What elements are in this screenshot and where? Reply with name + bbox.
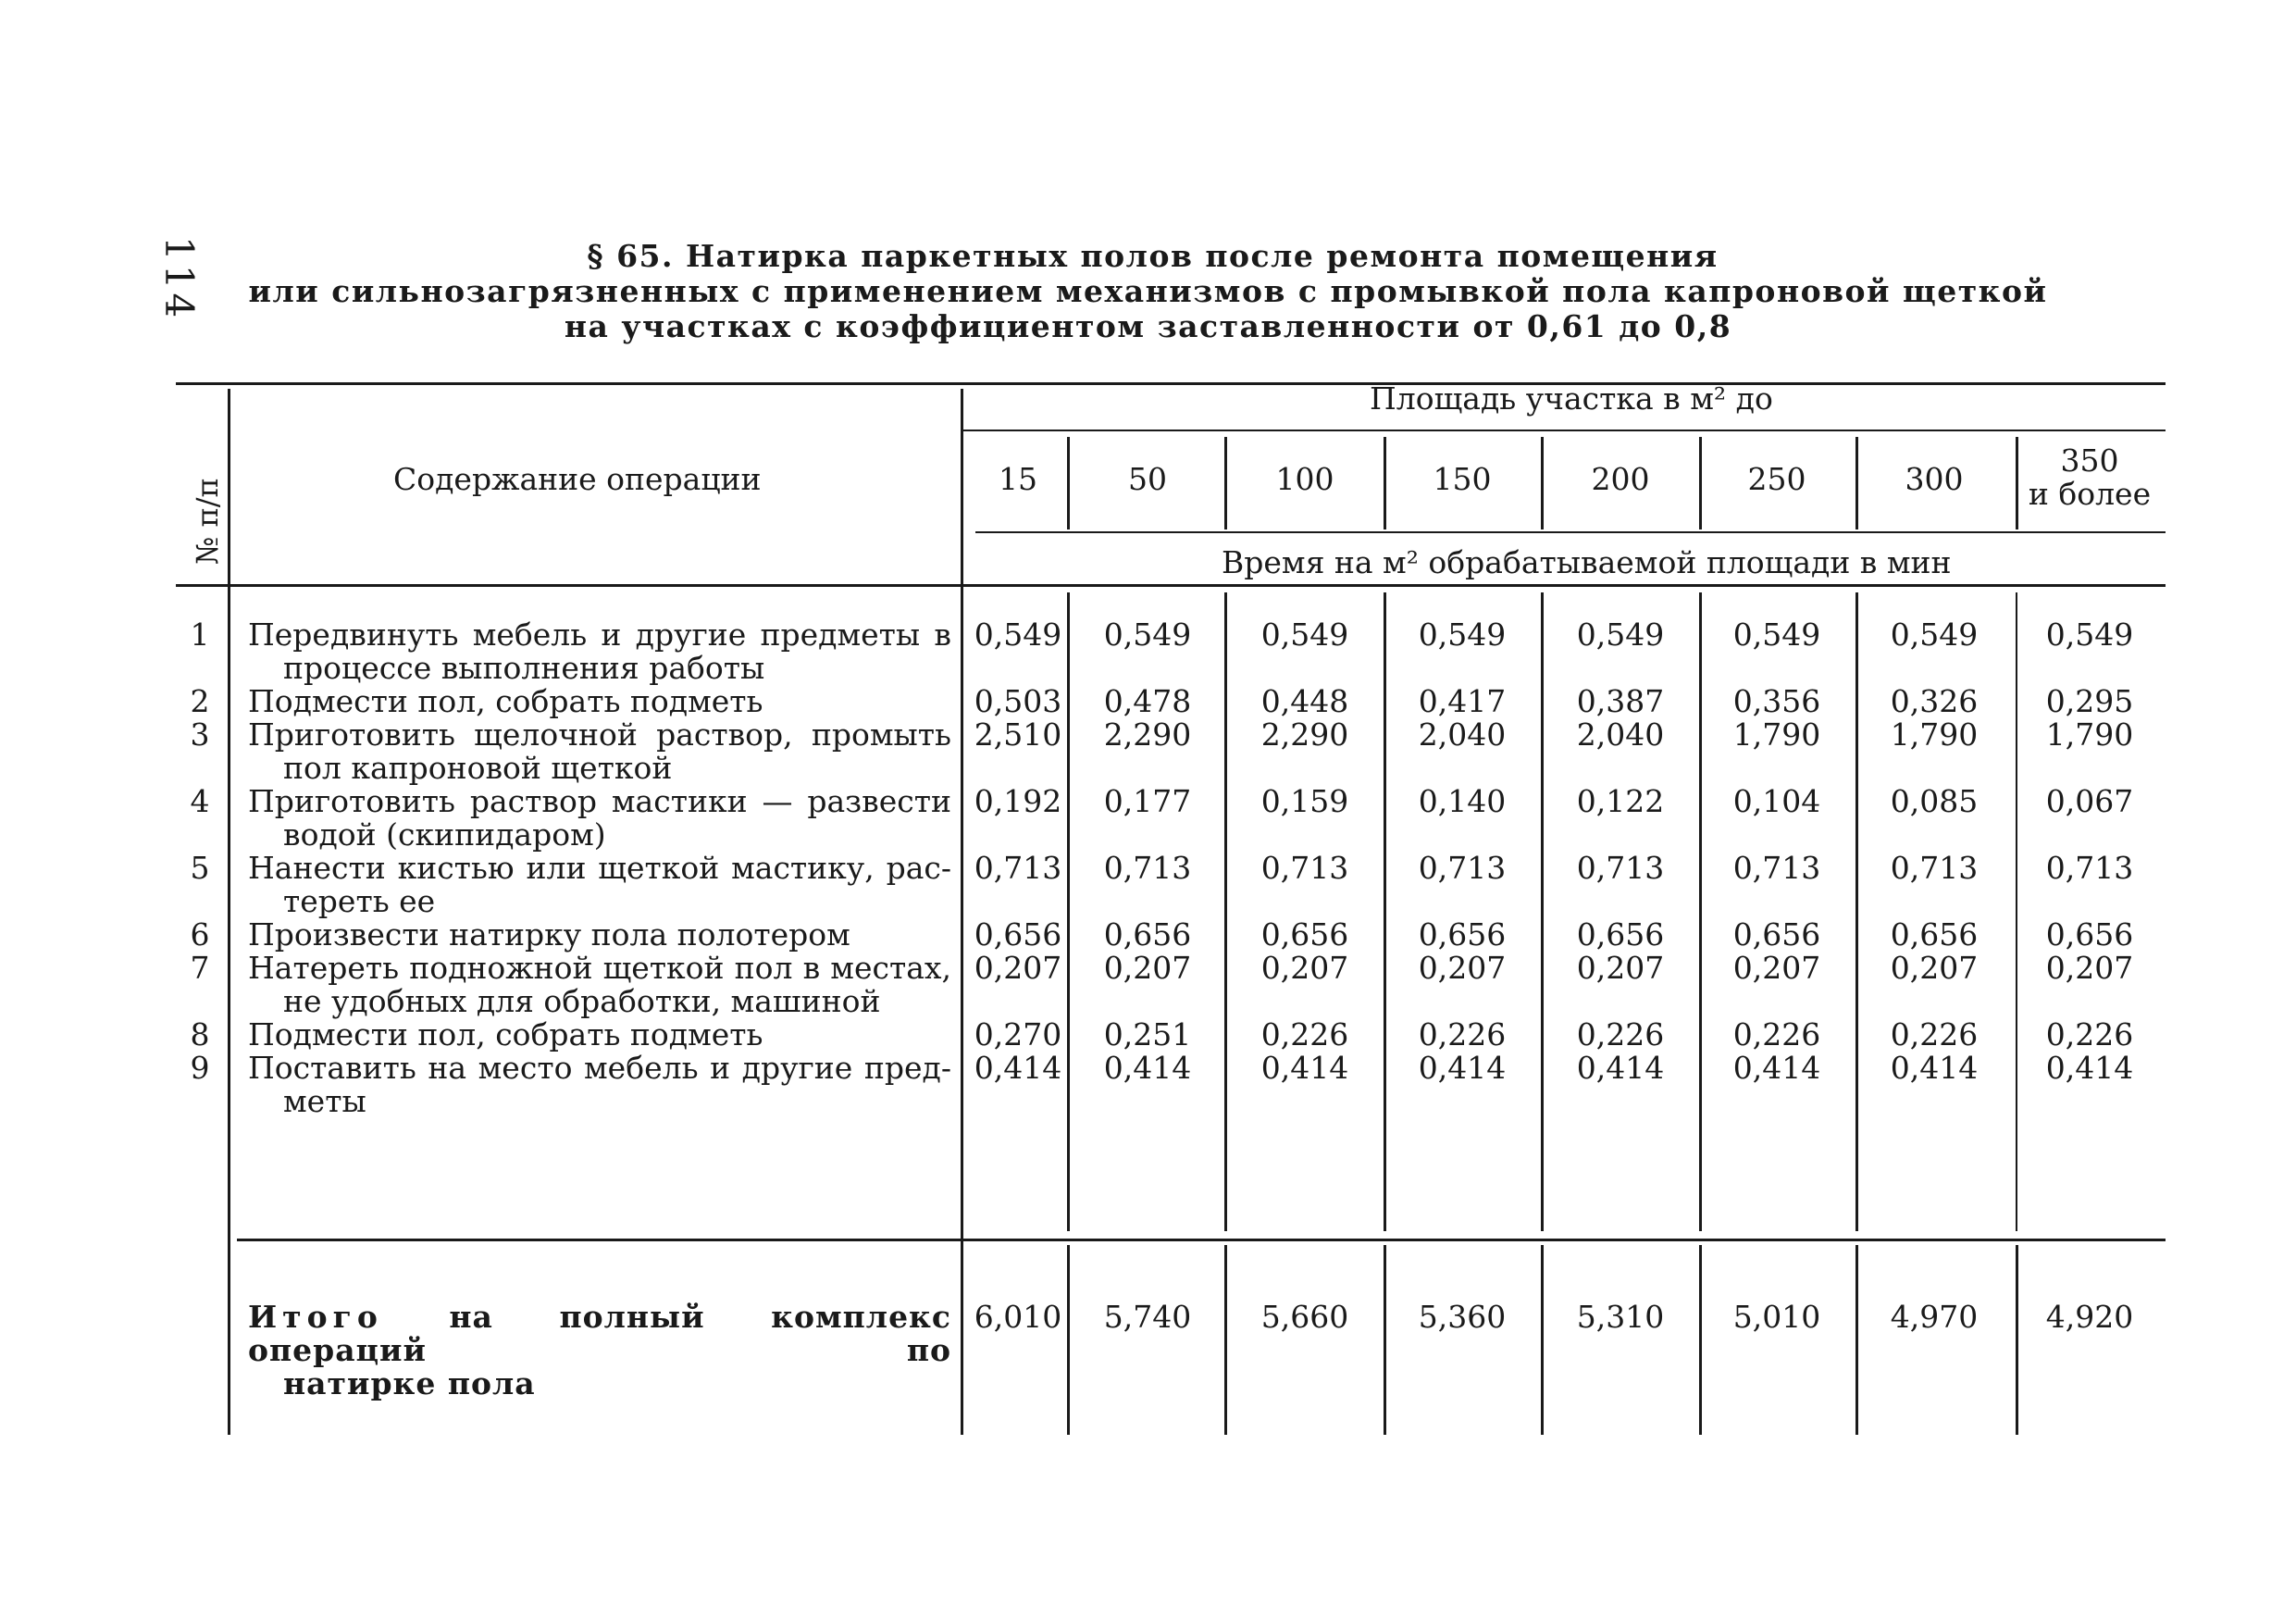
table-cell: 0,414 <box>1418 1050 1507 1086</box>
total-value: 5,310 <box>1576 1299 1665 1335</box>
table-cell: 0,549 <box>974 616 1062 653</box>
operation-line: Приготовить щелочной раствор, промыть <box>248 716 951 753</box>
col-divider <box>1224 1245 1227 1435</box>
operation-text <box>248 952 951 1018</box>
row-number: 8 <box>190 1016 210 1052</box>
table-cell: 0,207 <box>1576 950 1665 986</box>
table-cell: 0,414 <box>1576 1050 1665 1086</box>
table-cell: 0,207 <box>974 950 1062 986</box>
row-number: 3 <box>190 716 210 753</box>
operation-line: тереть ее <box>283 883 436 919</box>
operation-line: Произвести натирку пола полотером <box>248 916 850 953</box>
operation-text <box>248 1052 951 1118</box>
area-col-header: 100 <box>1275 461 1334 497</box>
table-cell: 0,414 <box>974 1050 1062 1086</box>
row-number: 2 <box>190 683 210 719</box>
table-cell: 0,448 <box>1260 683 1349 719</box>
col-divider <box>1067 1245 1070 1435</box>
table-cell: 0,356 <box>1732 683 1821 719</box>
row-number: 1 <box>190 616 210 653</box>
col-header-operation: Содержание операции <box>393 461 762 497</box>
operation-text <box>248 685 951 718</box>
operation-text <box>248 852 951 918</box>
col-divider <box>1541 437 1544 529</box>
table-cell: 0,226 <box>1576 1016 1665 1052</box>
table-cell: 0,656 <box>1103 916 1192 953</box>
col-divider <box>1699 437 1702 529</box>
table-cell: 0,713 <box>974 850 1062 886</box>
table-cell: 0,226 <box>1732 1016 1821 1052</box>
col-divider <box>1384 592 1386 1231</box>
row-number: 9 <box>190 1050 210 1086</box>
total-value: 6,010 <box>974 1299 1062 1335</box>
table-cell: 2,510 <box>974 716 1062 753</box>
area-col-header: 250 <box>1747 461 1806 497</box>
row-number: 4 <box>190 783 210 819</box>
row-number: 6 <box>190 916 210 953</box>
area-col-header: 200 <box>1591 461 1650 497</box>
col-divider <box>1224 592 1227 1231</box>
table-cell: 0,713 <box>1260 850 1349 886</box>
table-cell: 0,549 <box>1418 616 1507 653</box>
table-cell: 0,549 <box>1732 616 1821 653</box>
table-cell: 0,549 <box>2045 616 2134 653</box>
title-line-3: на участках с коэффициентом заставленности от 0,61 до 0,8 <box>564 308 1732 344</box>
table-cell: 1,790 <box>2045 716 2134 753</box>
area-header: Площадь участка в м² до <box>1370 380 1773 417</box>
table-cell: 0,656 <box>1732 916 1821 953</box>
table-cell: 0,159 <box>1260 783 1349 819</box>
operation-text <box>248 785 951 852</box>
total-value: 4,920 <box>2045 1299 2134 1335</box>
table-cell: 0,207 <box>1260 950 1349 986</box>
table-cell: 0,713 <box>1576 850 1665 886</box>
table-cell: 0,387 <box>1576 683 1665 719</box>
table-cell: 0,226 <box>1418 1016 1507 1052</box>
table-cell: 2,290 <box>1103 716 1192 753</box>
area-col-header-suffix: и более <box>2028 476 2152 512</box>
operation-line: Передвинуть мебель и другие предметы в <box>248 616 951 653</box>
table-cell: 0,192 <box>974 783 1062 819</box>
table-cell: 0,207 <box>1890 950 1979 986</box>
section-title <box>0 239 2296 344</box>
operation-line: не удобных для обработки, машиной <box>283 983 881 1019</box>
area-col-header: 50 <box>1128 461 1167 497</box>
table-cell: 0,140 <box>1418 783 1507 819</box>
table-cell: 0,656 <box>1418 916 1507 953</box>
table-cell: 0,503 <box>974 683 1062 719</box>
total-rule <box>237 1239 2166 1241</box>
col-divider <box>1699 592 1702 1231</box>
col-header-number: № п/п <box>190 478 225 565</box>
table-cell: 0,177 <box>1103 783 1192 819</box>
table-cell: 0,122 <box>1576 783 1665 819</box>
title-line-1: § 65. Натирка паркетных полов после ремонта помещения <box>587 238 1719 274</box>
operation-text <box>248 918 951 952</box>
total-value: 4,970 <box>1890 1299 1979 1335</box>
col-divider-op <box>961 389 963 1435</box>
col-divider <box>1855 1245 1858 1435</box>
table-cell: 0,414 <box>1732 1050 1821 1086</box>
col-divider <box>1384 437 1386 529</box>
table-cell: 0,656 <box>974 916 1062 953</box>
table-cell: 2,290 <box>1260 716 1349 753</box>
title-line-2: или сильнозагрязненных с применением механизмов с промывкой пола капроновой щеткой <box>248 273 2048 309</box>
operation-text <box>248 618 951 685</box>
table-cell: 0,104 <box>1732 783 1821 819</box>
table-cell: 0,713 <box>1103 850 1192 886</box>
col-divider <box>2016 1245 2018 1435</box>
operation-text <box>248 718 951 785</box>
table-cell: 0,478 <box>1103 683 1192 719</box>
operation-line: водой (скипидаром) <box>283 816 606 853</box>
table-cell: 0,414 <box>1890 1050 1979 1086</box>
col-divider <box>1224 437 1227 529</box>
table-cell: 2,040 <box>1576 716 1665 753</box>
col-divider <box>2016 592 2017 1231</box>
table-cell: 0,207 <box>2045 950 2134 986</box>
operation-line: Приготовить раствор мастики — развести <box>248 783 951 819</box>
table-cell: 0,326 <box>1890 683 1979 719</box>
table-cell: 0,226 <box>1260 1016 1349 1052</box>
area-col-header: 350 <box>2060 442 2119 479</box>
table-cell: 0,085 <box>1890 783 1979 819</box>
table-cell: 0,713 <box>1418 850 1507 886</box>
operation-line: пол капроновой щеткой <box>283 750 673 786</box>
time-header: Время на м² обрабатываемой площади в мин <box>1222 544 1952 580</box>
table-cell: 0,713 <box>1890 850 1979 886</box>
total-value: 5,360 <box>1418 1299 1507 1335</box>
total-value: 5,740 <box>1103 1299 1192 1335</box>
area-col-header: 15 <box>999 461 1037 497</box>
table-cell: 0,226 <box>2045 1016 2134 1052</box>
page-number: 114 <box>156 236 202 322</box>
time-header-rule <box>975 531 2166 533</box>
col-divider-no <box>228 389 230 1435</box>
table-cell: 0,656 <box>1890 916 1979 953</box>
table-cell: 0,549 <box>1103 616 1192 653</box>
col-divider <box>2016 437 2018 529</box>
table-cell: 0,656 <box>1260 916 1349 953</box>
table-cell: 0,207 <box>1418 950 1507 986</box>
table-cell: 0,270 <box>974 1016 1062 1052</box>
table-cell: 0,713 <box>1732 850 1821 886</box>
table-cell: 0,713 <box>2045 850 2134 886</box>
table-cell: 1,790 <box>1890 716 1979 753</box>
table-cell: 0,207 <box>1103 950 1192 986</box>
table-cell: 0,549 <box>1260 616 1349 653</box>
table-cell: 0,417 <box>1418 683 1507 719</box>
table-cell: 1,790 <box>1732 716 1821 753</box>
operation-line: Поставить на место мебель и другие пред- <box>248 1050 951 1086</box>
total-value: 5,660 <box>1260 1299 1349 1335</box>
row-number: 5 <box>190 850 210 886</box>
total-value: 5,010 <box>1732 1299 1821 1335</box>
operation-line: Нанести кистью или щеткой мастику, рас- <box>248 850 951 886</box>
operation-line: меты <box>283 1083 366 1119</box>
col-divider <box>1855 437 1858 529</box>
col-divider <box>1541 1245 1544 1435</box>
table-cell: 0,656 <box>1576 916 1665 953</box>
operation-line: Подмести пол, собрать подметь <box>248 683 763 719</box>
area-col-header: 300 <box>1905 461 1964 497</box>
table-cell: 0,414 <box>1103 1050 1192 1086</box>
operation-line: Натереть подножной щеткой пол в местах, <box>248 950 951 986</box>
area-header-rule <box>962 430 2166 431</box>
col-divider <box>1541 592 1544 1231</box>
table-cell: 0,414 <box>2045 1050 2134 1086</box>
operation-line: Подмести пол, собрать подметь <box>248 1016 763 1052</box>
operation-line: процессе выполнения работы <box>283 650 765 686</box>
table-cell: 0,295 <box>2045 683 2134 719</box>
col-divider <box>1699 1245 1702 1435</box>
table-cell: 0,414 <box>1260 1050 1349 1086</box>
area-col-header: 150 <box>1433 461 1492 497</box>
table-top-rule <box>176 382 2166 385</box>
table-cell: 0,549 <box>1890 616 1979 653</box>
col-divider <box>1384 1245 1386 1435</box>
total-label: Итого на полный комплекс операций по натирке пола <box>248 1299 951 1401</box>
table-cell: 0,067 <box>2045 783 2134 819</box>
table-cell: 0,226 <box>1890 1016 1979 1052</box>
table-cell: 0,549 <box>1576 616 1665 653</box>
table-cell: 0,656 <box>2045 916 2134 953</box>
header-bottom-rule <box>176 584 2166 587</box>
col-divider <box>1855 592 1858 1231</box>
table-cell: 0,251 <box>1103 1016 1192 1052</box>
table-cell: 0,207 <box>1732 950 1821 986</box>
row-number: 7 <box>190 950 210 986</box>
table-cell: 2,040 <box>1418 716 1507 753</box>
operation-text <box>248 1018 951 1052</box>
